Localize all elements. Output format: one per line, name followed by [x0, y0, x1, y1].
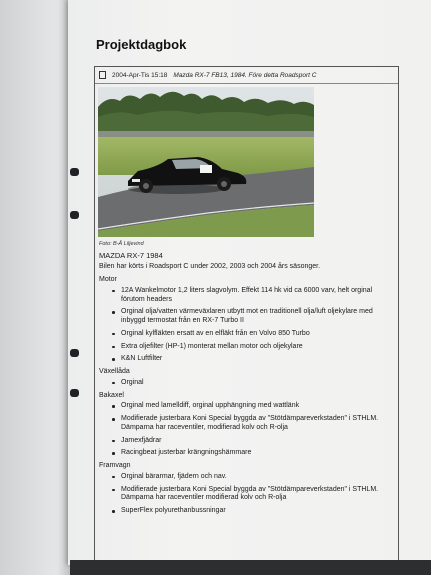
list-item: K&N Luftfilter: [99, 355, 389, 364]
list-item: Orginal bärarmar, fjädern och nav.: [99, 473, 389, 482]
diary-entry: [94, 66, 399, 565]
binder-edge: [70, 560, 431, 575]
entry-header: [95, 67, 398, 84]
section-heading: Motor: [99, 276, 117, 284]
list-item: Jamexfjädrar: [99, 437, 389, 446]
list-item: Orginal med lamelldiff, orginal upphängning med wattlänk: [99, 402, 389, 411]
section-bakaxel: [99, 392, 389, 459]
page-title: Projektdagbok: [96, 37, 187, 52]
entry-date: 2004-Apr-Tis 15:18: [112, 71, 168, 79]
entry-content: [99, 251, 389, 520]
list-item: SuperFlex polyurethanbussningar: [99, 507, 389, 516]
section-framvagn: [99, 462, 389, 516]
photo-caption: Foto: B-Å Liljevind: [99, 241, 144, 247]
section-list: [99, 287, 389, 364]
section-list: [99, 473, 389, 516]
list-item: Orginal: [99, 379, 389, 388]
list-item: Orginal kylfläkten ersatt av en elfläkt från en Volvo 850 Turbo: [99, 330, 389, 339]
intro-text: Bilen har körts i Roadsport C under 2002, 2003 och 2004 års säsonger.: [99, 263, 321, 271]
section-heading: Växellåda: [99, 368, 130, 376]
section-heading: Bakaxel: [99, 391, 124, 399]
list-item: Racingbeat justerbar krängningshämmare: [99, 449, 389, 458]
binder-ring: [70, 389, 79, 397]
section-motor: [99, 276, 389, 364]
binder-ring: [70, 211, 79, 219]
list-item: 12A Wankelmotor 1,2 liters slagvolym. Effekt 114 hk vid ca 6000 varv, helt orginal förutom headers: [99, 287, 389, 305]
section-list: [99, 402, 389, 458]
car-title: MAZDA RX-7 1984: [99, 251, 163, 260]
section-list: [99, 379, 389, 388]
racing-car-photo: [98, 87, 314, 237]
document-icon: [99, 71, 106, 79]
list-item: Extra oljefilter (HP-1) monterat mellan motor och oljekylare: [99, 343, 389, 352]
car-photo: [98, 87, 314, 237]
binder-ring: [70, 349, 79, 357]
section-vaxellada: [99, 368, 389, 388]
entry-subject: Mazda RX-7 FB13, 1984. Före detta Roadsport C: [173, 71, 317, 79]
list-item: Modifierade justerbara Koni Special byggda av "Stötdämpareverkstaden" i STHLM. Dämparna har raceventiler modifierad kolv och R-olja: [99, 486, 389, 504]
binder-ring: [70, 168, 79, 176]
section-heading: Framvagn: [99, 462, 131, 470]
list-item: Modifierade justerbara Koni Special byggda av "Stötdämpareverkstaden" i STHLM. Dämparna har raceventiler, modifierad kolv och R-olja: [99, 415, 389, 433]
list-item: Orginal olja/vatten värmeväxlaren utbytt mot en traditionell olja/luft oljekylare med inbyggd termostat från en RX-7 Turbo II: [99, 308, 389, 326]
document-page: [68, 0, 431, 565]
